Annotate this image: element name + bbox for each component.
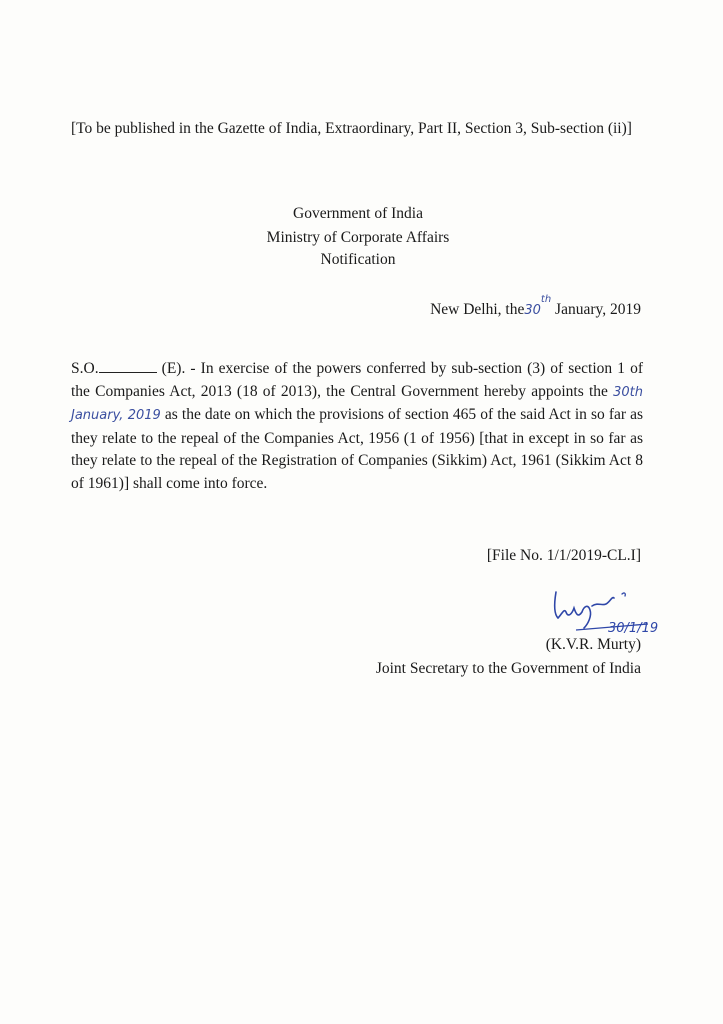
header-government: Government of India [293,205,423,222]
date-suffix: January, 2019 [555,301,641,318]
notification-body [71,358,643,495]
header-notification: Notification [320,251,396,268]
so-prefix: S.O. [71,360,99,377]
handwritten-effective-date: 30th January, 2019 [71,384,644,423]
handwritten-day-suffix: th [540,294,552,305]
date-line [430,294,641,323]
so-number-blank [99,358,157,373]
body-part2: as the date on which the provisions of section 465 of the said Act in so far as they relate to the repeal of the Companies Act, 1956 (1 of 1956) [that in except in so far as they relate to the repeal of the Registration of Companies (Sikkim) Act, 1961 (Sikkim Act 8 of 1961)] shall come into force. [71,406,644,492]
gazette-note: [To be published in the Gazette of India, Extraordinary, Part II, Section 3, Sub-section (ii)] [71,120,632,137]
body-part1: (E). - In exercise of the powers conferred by sub-section (3) of section 1 of the Companies Act, 2013 (18 of 2013), the Central Government hereby appoints the [71,360,643,400]
handwritten-day: 30 [524,303,541,318]
header-ministry: Ministry of Corporate Affairs [266,229,450,246]
file-number: [File No. 1/1/2019-CL.I] [486,547,641,564]
signature-date: 30/1/19 [608,621,659,636]
signatory-designation: Joint Secretary to the Government of India [375,660,641,677]
signatory-name: (K.V.R. Murty) [545,636,641,653]
date-prefix: New Delhi, the [430,301,525,318]
